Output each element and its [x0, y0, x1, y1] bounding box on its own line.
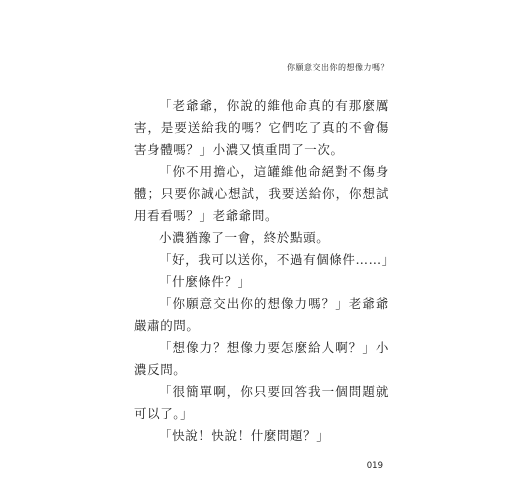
paragraph: 「想像力？想像力要怎麼給人啊？」小濃反問。	[134, 340, 389, 377]
paragraph: 「什麼條件？」	[159, 274, 251, 289]
paragraph: 小濃猶豫了一會，終於點頭。	[159, 230, 330, 245]
paragraph: 「你願意交出你的想像力嗎？」老爺爺嚴肅的問。	[134, 296, 389, 333]
paragraph: 「快說！快說！什麼問題？」	[159, 428, 330, 443]
paragraph: 「很簡單啊，你只要回答我一個問題就可以了。」	[134, 384, 389, 421]
paragraph: 「你不用擔心，這罐維他命絕對不傷身體；只要你誠心想試，我要送給你，你想試用看看嗎？」老爺爺問。	[134, 164, 389, 223]
body-text	[134, 95, 395, 447]
running-header: 你願意交出你的想像力嗎？	[287, 63, 389, 72]
paragraph: 「老爺爺，你說的維他命真的有那麼厲害，是要送給我的嗎？它們吃了真的不會傷害身體嗎？」小濃又慎重問了一次。	[134, 98, 389, 157]
page-number: 019	[366, 461, 383, 471]
paragraph: 「好，我可以送你，不過有個條件……」	[159, 252, 395, 267]
